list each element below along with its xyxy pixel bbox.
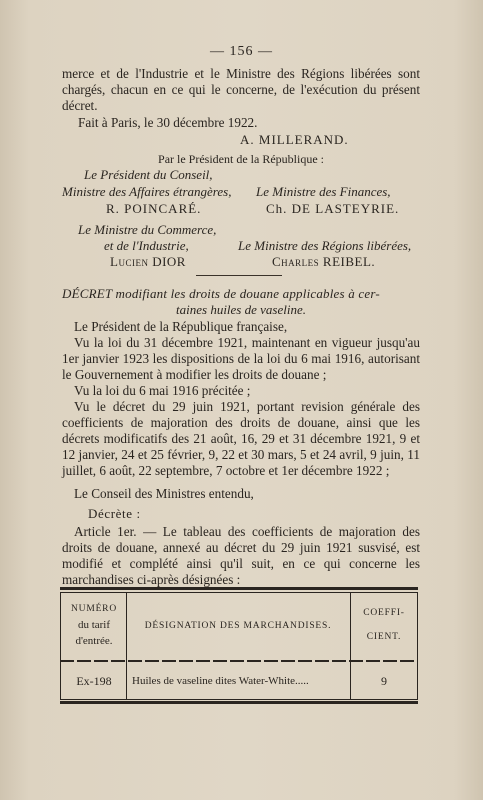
table-col-divider-1 xyxy=(126,592,127,700)
commerce-name: Lucien DIOR xyxy=(110,254,186,269)
header-coefficient-line-1: COEFFI- xyxy=(363,608,405,618)
pm-title-1: Le Président du Conseil, xyxy=(84,167,213,182)
conseil-paragraph: Le Conseil des Ministres entendu, xyxy=(74,486,254,501)
row-coefficient: 9 xyxy=(381,674,387,688)
table-bottom-rule xyxy=(60,701,418,704)
header-numero-line-2: du tarif xyxy=(77,619,111,631)
finance-name: Ch. DE LASTEYRIE. xyxy=(266,201,400,216)
finance-title: Le Ministre des Finances, xyxy=(256,184,391,199)
fait-line: Fait à Paris, le 30 décembre 1922. xyxy=(78,115,258,130)
row-designation: Huiles de vaseline dites Water-White..... xyxy=(132,675,309,687)
page-number: — 156 — xyxy=(210,44,273,59)
table-left-border xyxy=(60,592,61,700)
header-numero-line-3: d'entrée. xyxy=(75,635,113,647)
table-top-rule xyxy=(60,587,418,590)
article-1-paragraph: Article 1er. — Le tableau des coefficients de majoration des droits de douane, annexé au décret du 29 juin 1921 susvisé, est modifié et complété ainsi qu'il suit, en ce qui concerne les marchandises ci-après désignées : xyxy=(62,524,420,587)
commerce-title-2: et de l'Industrie, xyxy=(104,238,189,253)
table-bottom-rule-thin xyxy=(60,699,418,700)
decree-heading-line-2: taines huiles de vaseline. xyxy=(176,302,306,317)
row-numero: Ex-198 xyxy=(76,674,112,688)
header-designation: DÉSIGNATION DES MARCHANDISES. xyxy=(144,621,332,631)
separator-rule xyxy=(196,275,282,276)
decree-heading-line-1: DÉCRET modifiant les droits de douane applicables à cer- xyxy=(62,286,380,301)
vu-decret-paragraph: Vu le décret du 29 juin 1921, portant revision générale des coefficients de majoration des droits de douane, ainsi que les décrets modificatifs des 21 août, 16, 29 et 31 décembre 1921, 9 et 12 janvier, 24 et 25 février, 9, 22 et 30 mars, 5 et 24 avril, 9 juin, 11 juillet, 6 août, 22 septembre, 7 octobre et 1er décembre 1922 ; xyxy=(62,399,420,478)
table-right-border xyxy=(417,592,418,700)
table-top-rule-thin xyxy=(60,592,418,593)
coefficient-table xyxy=(60,587,418,705)
table-col-divider-2 xyxy=(350,592,351,700)
president-intro: Le Président de la République française, xyxy=(74,319,288,334)
president-signature: A. MILLERAND. xyxy=(240,132,349,147)
top-paragraph: merce et de l'Industrie et le Ministre des Régions libérées sont chargés, chacun en ce qui le concerne, de l'exécution du présent décret. xyxy=(62,66,420,113)
regions-name: Charles REIBEL. xyxy=(272,254,376,269)
commerce-title-1: Le Ministre du Commerce, xyxy=(78,222,217,237)
decrete-heading: Décrète : xyxy=(88,506,141,521)
header-numero-line-1: NUMÉRO xyxy=(71,604,117,614)
par-le-president: Par le Président de la République : xyxy=(158,152,324,166)
pm-name: R. POINCARÉ. xyxy=(106,201,202,216)
table-header-rule xyxy=(60,660,418,662)
pm-title-2: Ministre des Affaires étrangères, xyxy=(62,184,232,199)
header-coefficient-line-2: CIENT. xyxy=(366,632,402,642)
regions-title: Le Ministre des Régions libérées, xyxy=(238,238,412,253)
vu-loi-1916-paragraph: Vu la loi du 6 mai 1916 précitée ; xyxy=(74,383,251,398)
vu-loi-1921-paragraph: Vu la loi du 31 décembre 1921, maintenant en vigueur jusqu'au 1er janvier 1923 les dispositions de la loi du 6 mai 1916, autorisant le Gouvernement à modifier les droits de douane ; xyxy=(62,335,420,382)
